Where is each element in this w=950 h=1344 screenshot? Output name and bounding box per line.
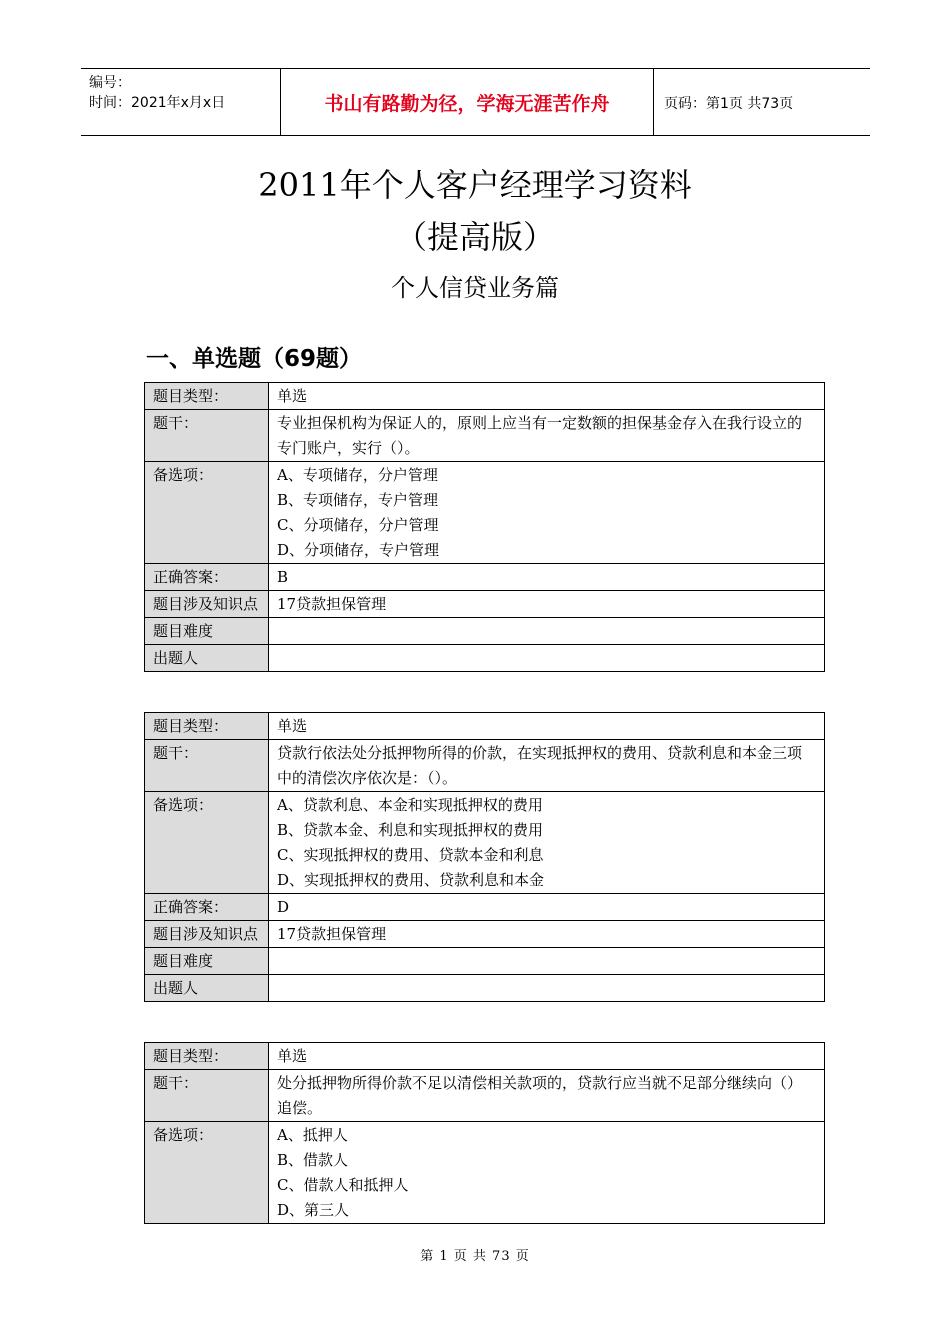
knowledge-label: 题目涉及知识点 [145, 591, 269, 618]
options-row [145, 792, 825, 894]
difficulty-value [269, 618, 825, 645]
option-c: C、借款人和抵押人 [277, 1176, 409, 1194]
author-value [269, 975, 825, 1002]
option-a: A、专项储存，分户管理 [277, 466, 438, 484]
header-motto: 书山有路勤为径，学海无涯苦作舟 [281, 69, 654, 135]
page-header [81, 68, 870, 136]
type-value: 单选 [269, 1043, 825, 1070]
type-value: 单选 [269, 383, 825, 410]
stem-row [145, 410, 825, 462]
author-row [145, 975, 825, 1002]
stem-value: 专业担保机构为保证人的，原则上应当有一定数额的担保基金存入在我行设立的专门账户，实行（）。 [269, 410, 825, 462]
author-label: 出题人 [145, 975, 269, 1002]
page-footer: 第 1 页 共 73 页 [420, 1249, 530, 1264]
knowledge-label: 题目涉及知识点 [145, 921, 269, 948]
header-meta [81, 69, 281, 135]
header-page-info: 页码：第1页 共73页 [664, 96, 794, 112]
author-row [145, 645, 825, 672]
options-label: 备选项： [145, 792, 269, 894]
option-d: D、分项储存，专户管理 [277, 541, 440, 559]
option-a: A、贷款利息、本金和实现抵押权的费用 [277, 796, 543, 814]
type-value: 单选 [269, 713, 825, 740]
question-table [144, 712, 825, 1002]
option-d: D、第三人 [277, 1201, 350, 1219]
answer-value: D [269, 894, 825, 921]
options-list [269, 462, 825, 564]
option-a: A、抵押人 [277, 1126, 348, 1144]
type-row [145, 1043, 825, 1070]
option-c: C、分项储存，分户管理 [277, 516, 439, 534]
options-row [145, 462, 825, 564]
knowledge-value: 17贷款担保管理 [269, 921, 825, 948]
stem-row [145, 1070, 825, 1122]
document-section-title: 个人信贷业务篇 [391, 274, 559, 302]
stem-label: 题干： [145, 410, 269, 462]
type-label: 题目类型： [145, 1043, 269, 1070]
type-label: 题目类型： [145, 713, 269, 740]
knowledge-row [145, 591, 825, 618]
stem-label: 题干： [145, 1070, 269, 1122]
answer-row [145, 564, 825, 591]
question-table [144, 1042, 825, 1224]
stem-row [145, 740, 825, 792]
answer-value: B [269, 564, 825, 591]
option-d: D、实现抵押权的费用、贷款利息和本金 [277, 871, 545, 889]
knowledge-row [145, 921, 825, 948]
answer-label: 正确答案： [145, 894, 269, 921]
answer-label: 正确答案： [145, 564, 269, 591]
option-c: C、实现抵押权的费用、贷款本金和利息 [277, 846, 544, 864]
document-title: 2011年个人客户经理学习资料 [258, 166, 692, 204]
header-time-label: 时间：2021年x月x日 [89, 95, 226, 111]
author-label: 出题人 [145, 645, 269, 672]
options-row [145, 1122, 825, 1224]
section-heading: 一、单选题（69题） [146, 346, 363, 372]
option-b: B、专项储存，专户管理 [277, 491, 439, 509]
difficulty-row [145, 618, 825, 645]
difficulty-label: 题目难度 [145, 618, 269, 645]
options-label: 备选项： [145, 462, 269, 564]
stem-label: 题干： [145, 740, 269, 792]
options-list [269, 792, 825, 894]
question-table [144, 382, 825, 672]
difficulty-label: 题目难度 [145, 948, 269, 975]
option-b: B、借款人 [277, 1151, 349, 1169]
type-row [145, 383, 825, 410]
header-number-label: 编号： [89, 75, 131, 91]
options-list [269, 1122, 825, 1224]
type-label: 题目类型： [145, 383, 269, 410]
type-row [145, 713, 825, 740]
stem-value: 贷款行依法处分抵押物所得的价款，在实现抵押权的费用、贷款利息和本金三项中的清偿次序依次是：（）。 [269, 740, 825, 792]
option-b: B、贷款本金、利息和实现抵押权的费用 [277, 821, 544, 839]
stem-value: 处分抵押物所得价款不足以清偿相关款项的，贷款行应当就不足部分继续向（）追偿。 [269, 1070, 825, 1122]
difficulty-row [145, 948, 825, 975]
options-label: 备选项： [145, 1122, 269, 1224]
knowledge-value: 17贷款担保管理 [269, 591, 825, 618]
difficulty-value [269, 948, 825, 975]
author-value [269, 645, 825, 672]
document-subtitle: （提高版） [394, 218, 555, 256]
answer-row [145, 894, 825, 921]
